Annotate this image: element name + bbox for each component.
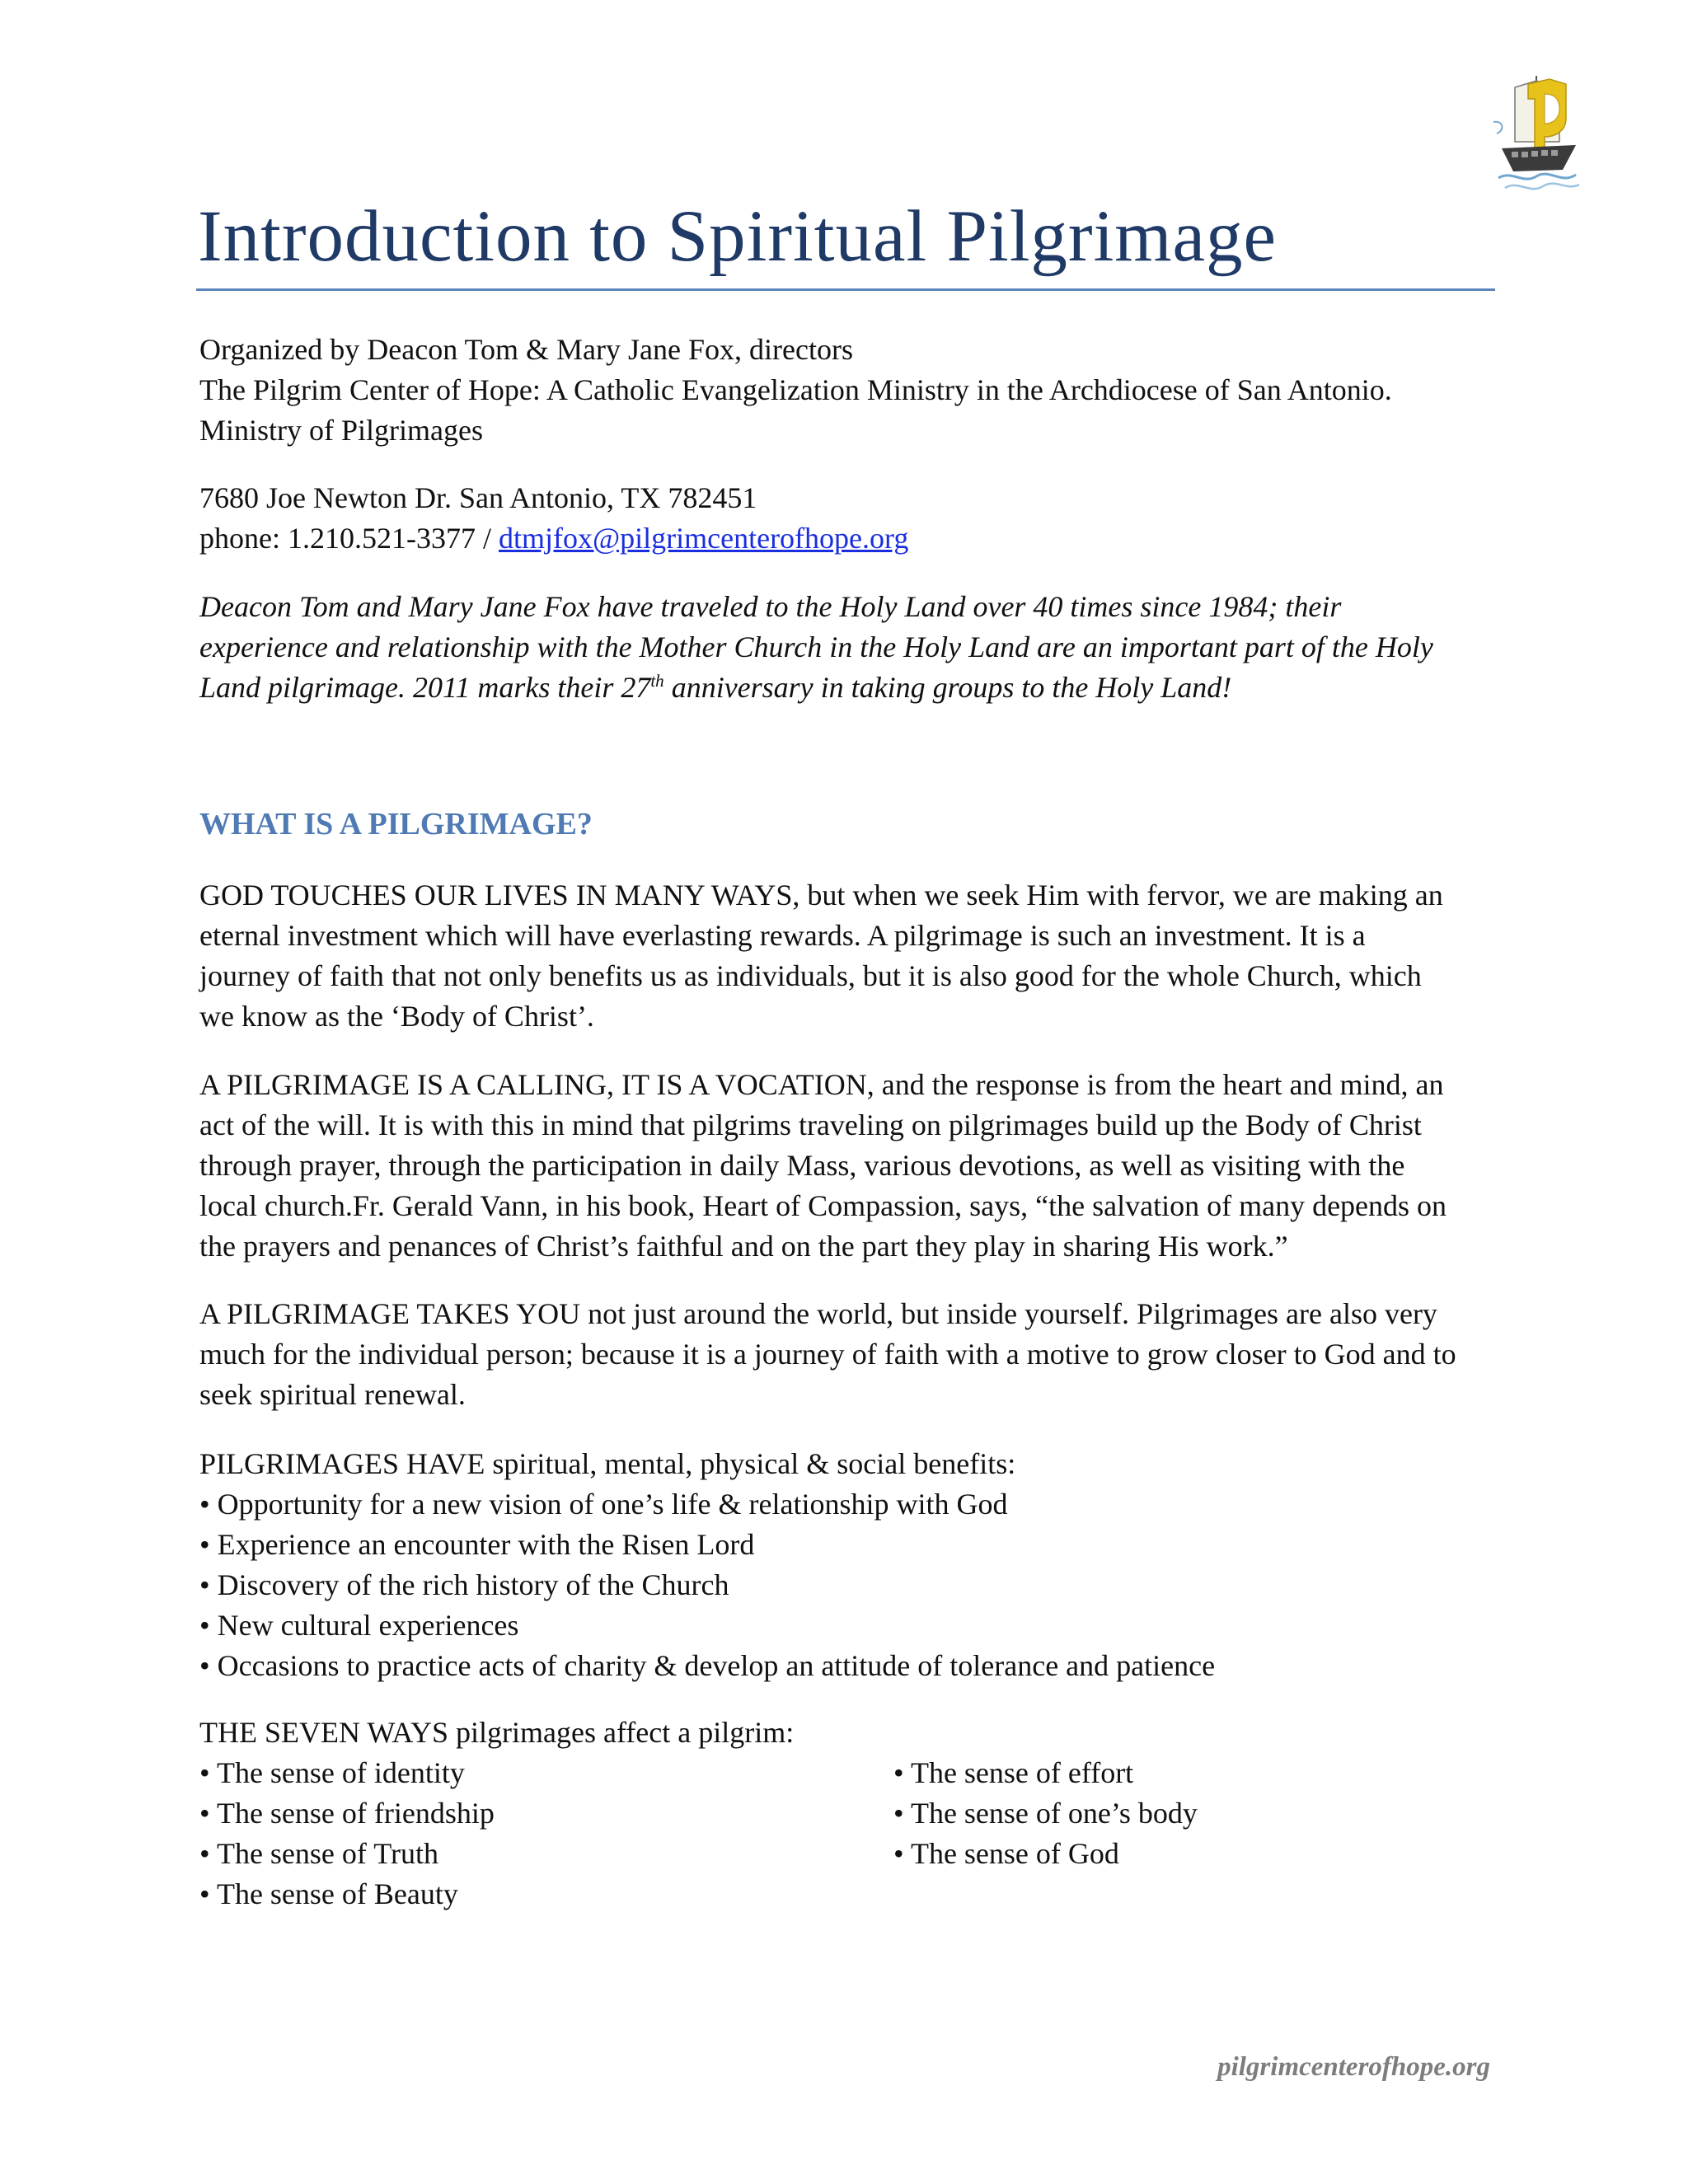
list-item: • New cultural experiences [199,1609,519,1642]
paragraph-line: journey of faith that not only benefits us as individuals, but it is also good for the whole Church, which [199,959,1422,992]
page-title: Introduction to Spiritual Pilgrimage [198,196,1278,277]
benefits-list [199,1444,1502,1686]
seven-ways-intro [199,1713,1502,1753]
list-item: • Discovery of the rich history of the Church [199,1568,729,1601]
bio-block [199,587,1502,708]
list-item: • The sense of identity [199,1756,465,1789]
bio-line: experience and relationship with the Mother Church in the Holy Land are an important part of the Holy [199,630,1433,663]
organizer-line: Organized by Deacon Tom & Mary Jane Fox, directors [199,333,853,366]
list-item: • Experience an encounter with the Risen Lord [199,1528,755,1561]
section-heading: WHAT IS A PILGRIMAGE? [199,807,593,841]
seven-ways-right-column [893,1753,1470,1874]
bio-text: Land pilgrimage. 2011 marks their 27 [199,671,651,704]
list-intro: THE SEVEN WAYS pilgrimages affect a pilgrim: [199,1716,795,1749]
organizer-block [199,330,1502,451]
list-item: • The sense of Truth [199,1837,438,1870]
paragraph-line: the prayers and penances of Christ’s faithful and on the part they play in sharing His work.” [199,1230,1288,1263]
list-intro: PILGRIMAGES HAVE spiritual, mental, physical & social benefits: [199,1447,1016,1480]
list-item: • The sense of one’s body [893,1797,1198,1830]
paragraph-line: GOD TOUCHES OUR LIVES IN MANY WAYS, but when we seek Him with fervor, we are making an [199,879,1443,912]
paragraph-line: eternal investment which will have everlasting rewards. A pilgrimage is such an investment. It is a [199,919,1366,952]
bio-line [199,668,1502,708]
contact-block [199,478,1502,559]
footer-website: pilgrimcenterofhope.org [1217,2052,1490,2082]
phone-line [199,518,1502,559]
paragraph-line: through prayer, through the participation in daily Mass, various devotions, as well as visiting with the [199,1149,1405,1182]
organizer-line: The Pilgrim Center of Hope: A Catholic Evangelization Ministry in the Archdiocese of San Antonio. [199,373,1392,406]
phone-text: phone: 1.210.521-3377 / [199,522,499,555]
list-item: • The sense of God [893,1837,1119,1870]
paragraph-line: act of the will. It is with this in mind that pilgrims traveling on pilgrimages build up the Body of Christ [199,1108,1422,1141]
list-item: • The sense of effort [893,1756,1134,1789]
address: 7680 Joe Newton Dr. San Antonio, TX 782451 [199,481,757,514]
organizer-line: Ministry of Pilgrimages [199,414,483,447]
list-item: • The sense of friendship [199,1797,495,1830]
paragraph [199,1294,1502,1415]
paragraph [199,1065,1502,1267]
title-underline [196,288,1495,291]
paragraph-line: A PILGRIMAGE IS A CALLING, IT IS A VOCATION, and the response is from the heart and mind, an [199,1068,1444,1101]
list-item: • The sense of Beauty [199,1877,458,1910]
bio-text: anniversary in taking groups to the Holy Land! [663,671,1232,704]
paragraph [199,875,1502,1037]
paragraph-line: local church.Fr. Gerald Vann, in his book, Heart of Compassion, says, “the salvation of many depends on [199,1189,1447,1222]
paragraph-line: we know as the ‘Body of Christ’. [199,1000,594,1033]
paragraph-line: seek spiritual renewal. [199,1378,466,1411]
list-item: • Occasions to practice acts of charity & develop an attitude of tolerance and patience [199,1649,1216,1682]
paragraph-line: A PILGRIMAGE TAKES YOU not just around the world, but inside yourself. Pilgrimages are also very [199,1297,1437,1330]
email-link[interactable]: dtmjfox@pilgrimcenterofhope.org [498,522,909,555]
pilgrim-ship-logo-icon [1490,69,1589,201]
ordinal-suffix: th [650,671,664,691]
list-item: • Opportunity for a new vision of one’s life & relationship with God [199,1488,1008,1521]
seven-ways-left-column [199,1753,875,1915]
paragraph-line: much for the individual person; because it is a journey of faith with a motive to grow closer to God and to [199,1338,1456,1371]
bio-line: Deacon Tom and Mary Jane Fox have traveled to the Holy Land over 40 times since 1984; their [199,590,1342,623]
